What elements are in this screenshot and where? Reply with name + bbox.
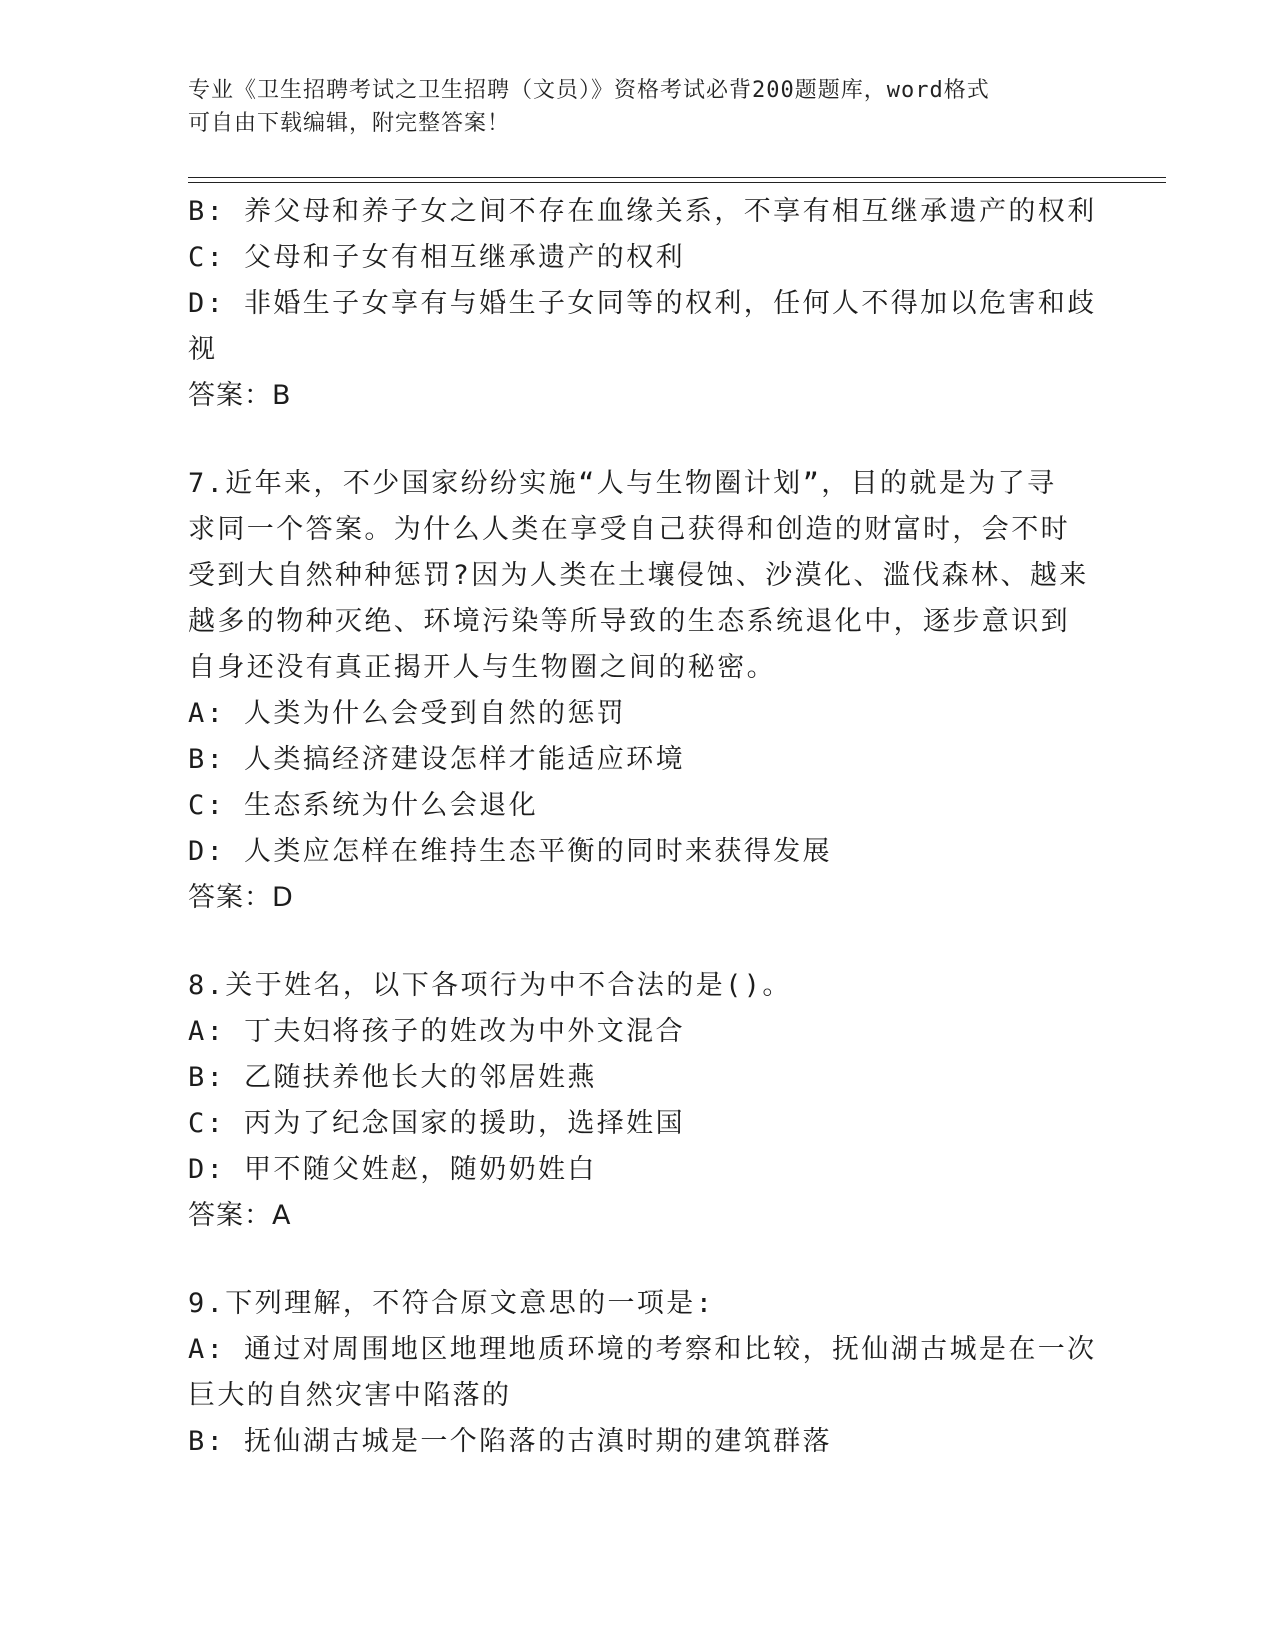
q9-option-a-line-2: 巨大的自然灾害中陷落的 (188, 1380, 512, 1411)
q7-stem-line-4: 越多的物种灭绝、环境污染等所导致的生态系统退化中，逐步意识到 (188, 606, 1070, 637)
header-rule-bottom (188, 182, 1166, 183)
question-8 (188, 963, 1088, 1239)
question-7 (188, 461, 1088, 921)
spacer (188, 921, 1088, 963)
q6-answer: 答案：B (188, 380, 292, 411)
q8-answer: 答案：A (188, 1200, 292, 1231)
q6-option-d-line-2: 视 (188, 334, 218, 365)
spacer (188, 419, 1088, 461)
q8-option-b: B: 乙随扶养他长大的邻居姓燕 (188, 1062, 597, 1093)
q9-stem: 9.下列理解，不符合原文意思的一项是: (188, 1288, 715, 1319)
q9-option-a-line-1: A: 通过对周围地区地理地质环境的考察和比较，抚仙湖古城是在一次 (188, 1334, 1097, 1365)
header-title-line-1: 专业《卫生招聘考试之卫生招聘（文员）》资格考试必背200题题库，word格式 (188, 78, 990, 103)
q7-option-d: D: 人类应怎样在维持生态平衡的同时来获得发展 (188, 836, 832, 867)
q8-option-d: D: 甲不随父姓赵，随奶奶姓白 (188, 1154, 597, 1185)
q9-option-b: B: 抚仙湖古城是一个陷落的古滇时期的建筑群落 (188, 1426, 832, 1457)
question-content (188, 189, 1097, 1465)
spacer (188, 1239, 1088, 1281)
q6-option-b: B: 养父母和养子女之间不存在血缘关系，不享有相互继承遗产的权利 (188, 196, 1097, 227)
q7-option-a: A: 人类为什么会受到自然的惩罚 (188, 698, 627, 729)
page-header (188, 74, 1088, 140)
question-9 (188, 1281, 1097, 1465)
q6-option-d-line-1: D: 非婚生子女享有与婚生子女同等的权利，任何人不得加以危害和歧 (188, 288, 1097, 319)
q7-stem-line-5: 自身还没有真正揭开人与生物圈之间的秘密。 (188, 652, 776, 683)
q7-option-c: C: 生态系统为什么会退化 (188, 790, 538, 821)
q6-option-c: C: 父母和子女有相互继承遗产的权利 (188, 242, 685, 273)
header-title-line-2: 可自由下载编辑，附完整答案！ (188, 111, 511, 136)
q7-answer: 答案：D (188, 882, 294, 913)
question-6-tail (188, 189, 1097, 419)
q7-stem-line-3: 受到大自然种种惩罚?因为人类在土壤侵蚀、沙漠化、滥伐森林、越来 (188, 560, 1089, 591)
q8-option-a: A: 丁夫妇将孩子的姓改为中外文混合 (188, 1016, 685, 1047)
q8-option-c: C: 丙为了纪念国家的援助，选择姓国 (188, 1108, 685, 1139)
q7-option-b: B: 人类搞经济建设怎样才能适应环境 (188, 744, 685, 775)
q8-stem: 8.关于姓名，以下各项行为中不合法的是()。 (188, 970, 792, 1001)
q7-stem-line-1: 7.近年来，不少国家纷纷实施“人与生物圈计划”，目的就是为了寻 (188, 468, 1057, 499)
q7-stem-line-2: 求同一个答案。为什么人类在享受自己获得和创造的财富时，会不时 (188, 514, 1070, 545)
header-rule-top (188, 177, 1166, 178)
